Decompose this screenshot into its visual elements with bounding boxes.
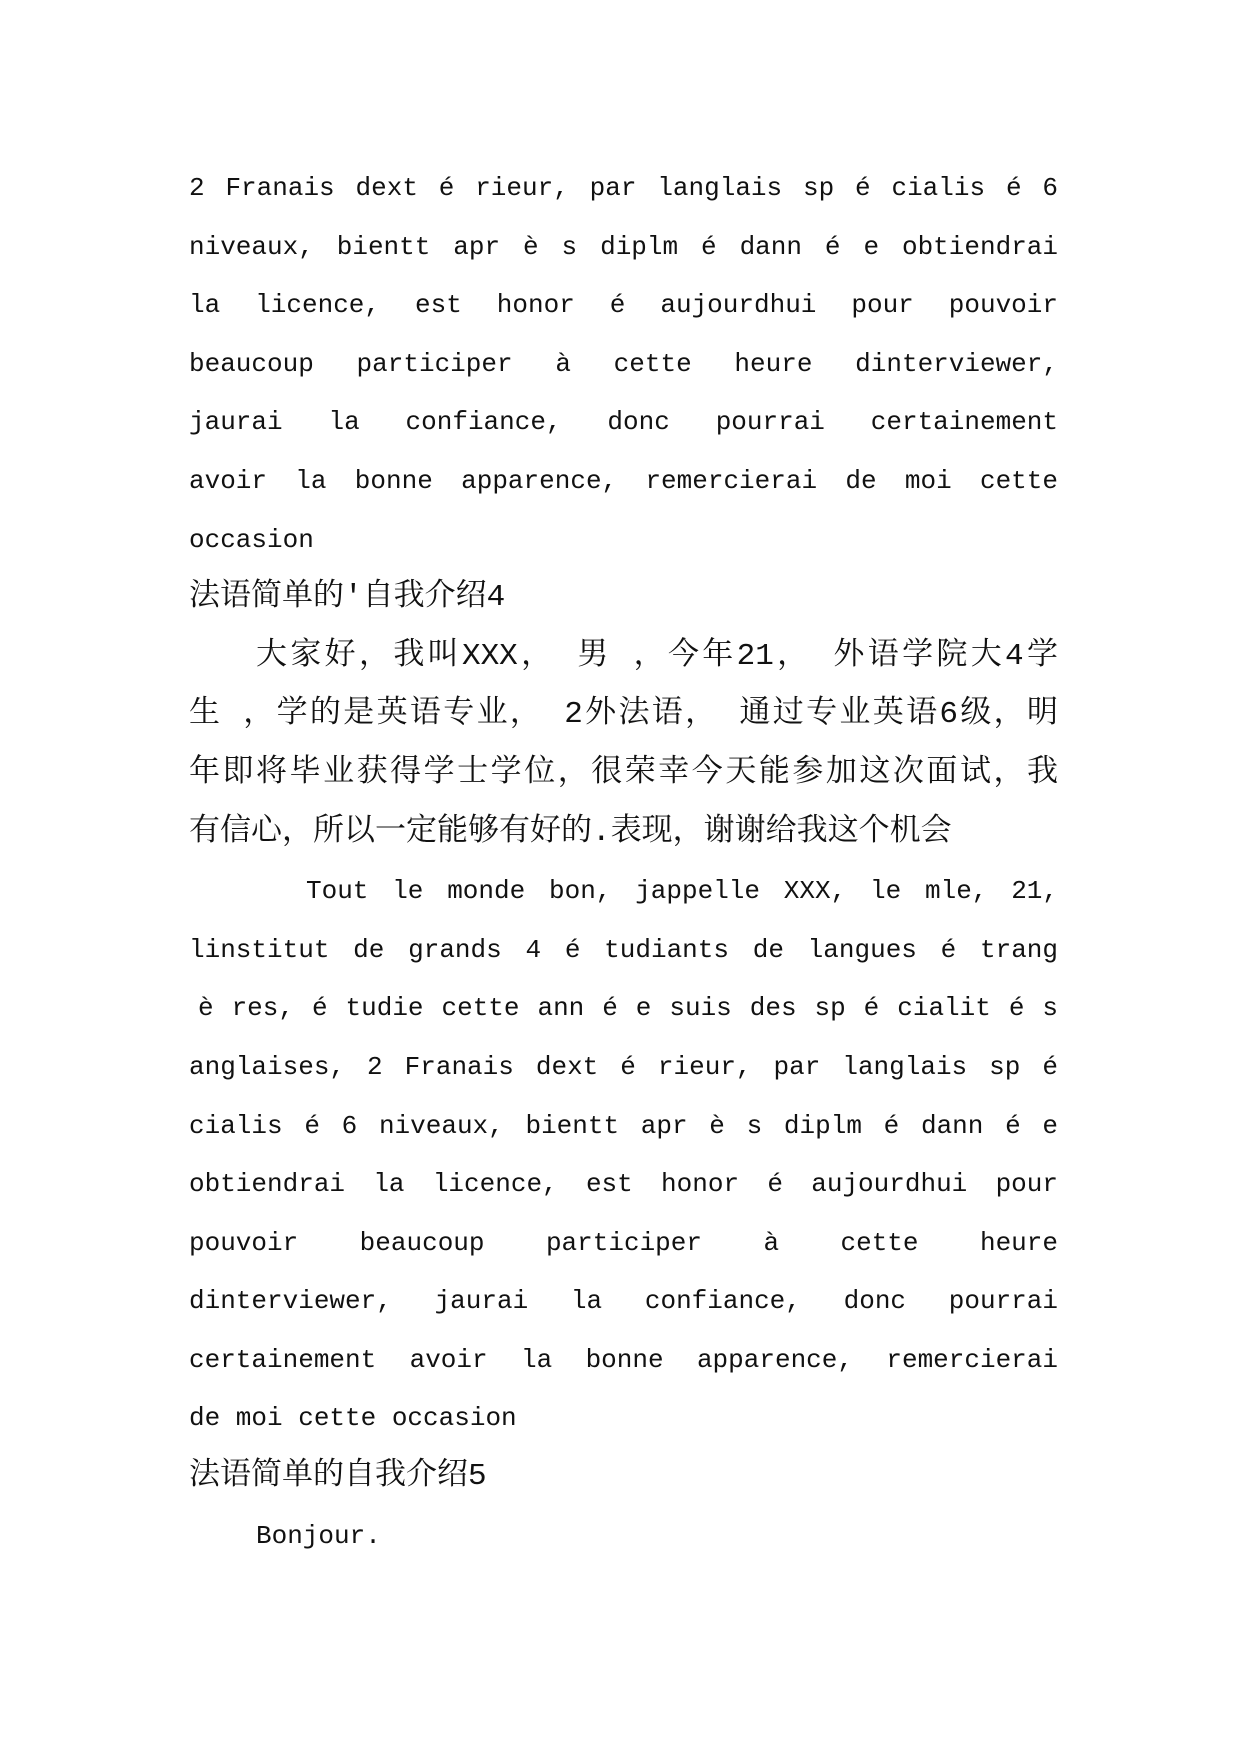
french-intro-paragraph <box>189 862 1058 1448</box>
paragraph-line: occasion <box>189 524 314 555</box>
section-heading: 法语简单的自我介绍5 <box>189 1459 487 1495</box>
paragraph-line: 2 Franais dext é rieur, par langlais sp é cialis é 6 <box>189 173 1058 203</box>
paragraph-line: 生 ，学的是英语专业， 2外法语， 通过专业英语6级，明 <box>189 697 1058 733</box>
paragraph-line: jaurai la confiance, donc pourrai certainement <box>189 407 1058 438</box>
document-page <box>189 159 1058 1565</box>
chinese-intro-paragraph <box>189 628 1058 862</box>
paragraph-line: niveaux, bientt apr è s diplm é dann é e obtiendrai <box>189 231 1058 262</box>
paragraph-line: de moi cette occasion <box>189 1403 517 1434</box>
paragraph-line: 年即将毕业获得学士学位，很荣幸今天能参加这次面试，我 <box>189 755 1058 791</box>
intro-continuation-paragraph <box>189 159 1058 569</box>
paragraph-line: certainement avoir la bonne apparence, remercierai <box>189 1344 1058 1375</box>
paragraph-line: è res, é tudie cette ann é e suis des sp é cialit é s <box>198 993 1058 1024</box>
paragraph-line: la licence, est honor é aujourdhui pour pouvoir <box>189 290 1058 321</box>
paragraph-line: pouvoir beaucoup participer à cette heure <box>189 1227 1058 1258</box>
paragraph-line: linstitut de grands 4 é tudiants de langues é trang <box>189 934 1058 965</box>
paragraph-line: cialis é 6 niveaux, bientt apr è s diplm é dann é e <box>189 1110 1058 1141</box>
paragraph-line: 有信心，所以一定能够有好的.表现，谢谢给我这个机会 <box>189 814 952 850</box>
paragraph-line: beaucoup participer à cette heure dinterviewer, <box>189 348 1058 379</box>
section-heading: 法语简单的'自我介绍4 <box>189 580 506 616</box>
section-4 <box>189 569 1058 1448</box>
paragraph-line: dinterviewer, jaurai la confiance, donc pourrai <box>189 1286 1058 1317</box>
section-5 <box>189 1448 1058 1565</box>
paragraph-line: avoir la bonne apparence, remercierai de moi cette <box>189 465 1058 496</box>
paragraph-line: 大家好，我叫XXX， 男 ，今年21， 外语学院大4学 <box>256 638 1058 674</box>
paragraph-line: Tout le monde bon, jappelle XXX, le mle, 21, <box>306 876 1058 907</box>
paragraph-line: anglaises, 2 Franais dext é rieur, par langlais sp é <box>189 1051 1058 1082</box>
greeting-text: Bonjour. <box>256 1520 381 1551</box>
paragraph-line: obtiendrai la licence, est honor é aujourdhui pour <box>189 1169 1058 1200</box>
